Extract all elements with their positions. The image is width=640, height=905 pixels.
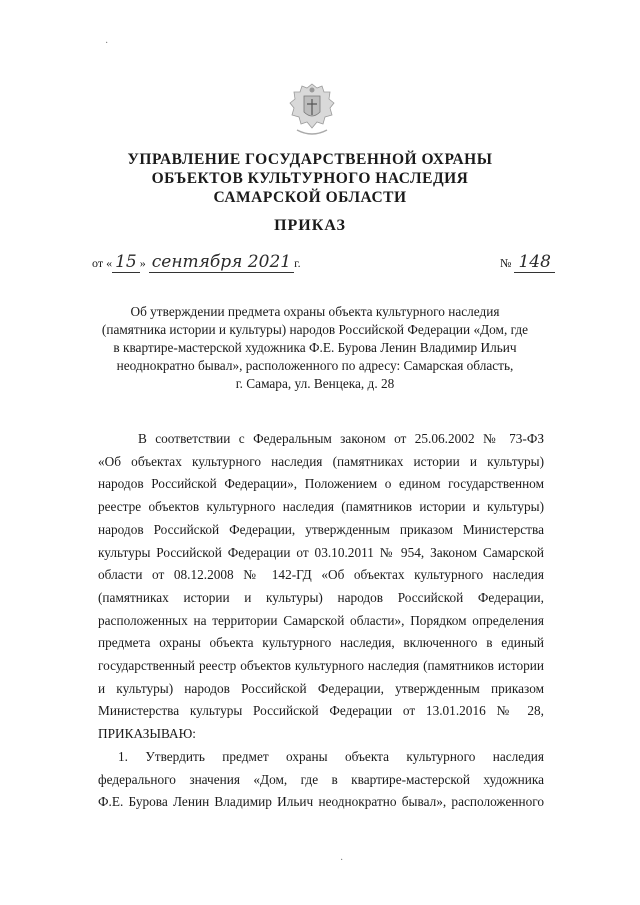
body-line: В соответствии с Федеральным законом от 25.06.2002 № 73-ФЗ bbox=[138, 431, 544, 446]
body-line: области от 08.12.2008 № 142-ГД «Об объектах культурного наследия bbox=[98, 567, 544, 583]
body-line: расположенных на территории Самарской области», Порядком определения bbox=[98, 612, 544, 628]
order-date bbox=[92, 252, 301, 272]
body-line: (памятниках истории и культуры) народов Российской Федерации, bbox=[98, 589, 544, 605]
body-line: «Об объектах культурного наследия (памятниках истории и культуры) bbox=[98, 453, 544, 469]
subject-line: в квартире-мастерской художника Ф.Е. Бурова Ленин Владимир Ильич bbox=[113, 340, 517, 355]
body-line: государственный реестр объектов культурного наследия (памятников истории bbox=[98, 658, 544, 674]
number-value-handwritten: 148 bbox=[514, 252, 554, 273]
order-number bbox=[500, 252, 555, 272]
body-line: Министерства культуры Российской Федерации от 13.01.2016 № 28, bbox=[98, 703, 544, 719]
body-line: и культуры) народов Российской Федерации, утвержденным приказом bbox=[98, 680, 544, 696]
body-line: народов Российской Федерации, утвержденным приказом Министерства bbox=[98, 521, 544, 537]
body-line: реестре объектов культурного наследия (памятников истории и культуры) bbox=[98, 499, 544, 515]
body-line: предмета охраны объекта культурного наследия, включенного в единый bbox=[98, 635, 544, 651]
body-line: народов Российской Федерации», Положением о едином государственном bbox=[98, 476, 544, 492]
document-type-title: ПРИКАЗ bbox=[274, 217, 346, 234]
date-suffix: г. bbox=[294, 256, 301, 270]
body-line-order-word: ПРИКАЗЫВАЮ: bbox=[98, 726, 196, 742]
date-day-handwritten: 15 bbox=[112, 252, 140, 273]
number-prefix: № bbox=[500, 256, 512, 270]
agency-line: УПРАВЛЕНИЕ ГОСУДАРСТВЕННОЙ ОХРАНЫ bbox=[127, 151, 493, 168]
agency-name bbox=[100, 150, 520, 207]
subject-line: (памятника истории и культуры) народов Российской Федерации «Дом, где bbox=[101, 322, 529, 337]
date-sep: » bbox=[139, 256, 146, 270]
body-line-item-1: 1. Утвердить предмет охраны объекта культурного наследия bbox=[118, 748, 544, 764]
coat-of-arms-icon bbox=[287, 82, 337, 140]
order-subject bbox=[100, 303, 530, 393]
body-line: культуры Российской Федерации от 03.10.2011 № 954, Законом Самарской bbox=[98, 544, 544, 560]
agency-line: САМАРСКОЙ ОБЛАСТИ bbox=[213, 189, 407, 206]
agency-line: ОБЪЕКТОВ КУЛЬТУРНОГО НАСЛЕДИЯ bbox=[151, 170, 469, 187]
subject-line: г. Самара, ул. Венцека, д. 28 bbox=[235, 376, 395, 391]
scan-speck: · bbox=[340, 855, 344, 866]
date-month-year-handwritten: сентября 2021 bbox=[149, 252, 294, 273]
date-prefix: от « bbox=[92, 256, 113, 270]
body-line: федерального значения «Дом, где в квартире-мастерской художника bbox=[98, 771, 544, 787]
subject-line: Об утверждении предмета охраны объекта культурного наследия bbox=[130, 304, 500, 319]
scan-speck: · bbox=[105, 38, 109, 49]
body-line: Ф.Е. Бурова Ленин Владимир Ильич неоднократно бывал», расположенного bbox=[98, 794, 544, 810]
order-body bbox=[98, 428, 544, 814]
subject-line: неоднократно бывал», расположенного по адресу: Самарская область, bbox=[116, 358, 514, 373]
